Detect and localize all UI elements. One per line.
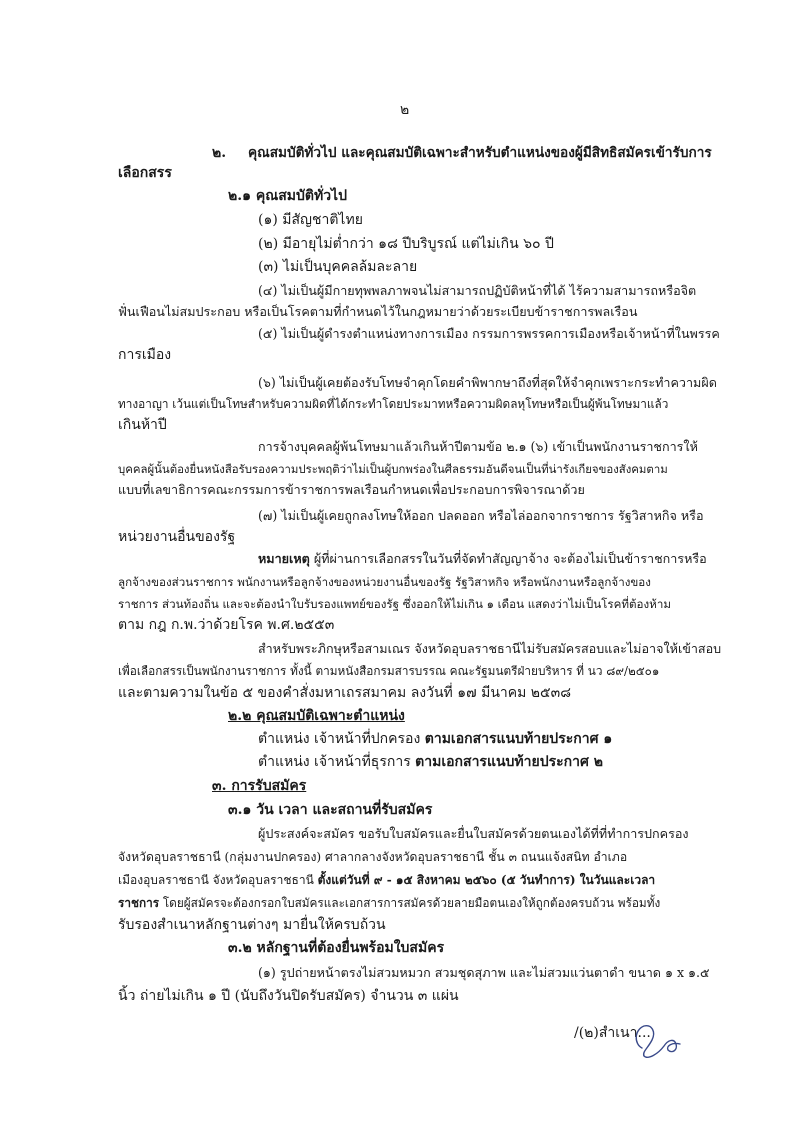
section-3-2-heading: ๓.๒ หลักฐานที่ต้องยื่นพร้อมใบสมัคร xyxy=(228,940,445,956)
apply-hours: ราชการ xyxy=(118,896,160,910)
apply-place: เมืองอุบลราชธานี จังหวัดอุบลราชธานี xyxy=(118,873,318,887)
section-3-1-heading: ๓.๑ วัน เวลา และสถานที่รับสมัคร xyxy=(228,802,433,818)
section-2-1-heading: ๒.๑ คุณสมบัติทั่วไป xyxy=(228,188,347,204)
general-item-4-line-1: (๔) ไม่เป็นผู้มีกายทุพพลภาพจนไม่สามารถปฏิบัติหน้าที่ได้ ไร้ความสามารถหรือจิต xyxy=(258,283,697,298)
apply-line-4 xyxy=(118,893,660,913)
note-line-3: ราชการ ส่วนท้องถิ่น และจะต้องนำใบรับรองแพทย์ของรัฐ ซึ่งออกให้ไม่เกิน ๑ เดือน แสดงว่าไม่เป็นโรคที่ต้องห้าม xyxy=(118,597,671,611)
note-line-2: ลูกจ้างของส่วนราชการ พนักงานหรือลูกจ้างของหน่วยงานอื่นของรัฐ รัฐวิสาหกิจ หรือพนักงานหรือลูกจ้างของ xyxy=(118,575,651,589)
position-1-ref: ตามเอกสารแนบท้ายประกาศ ๑ xyxy=(424,731,613,747)
apply-line-2: จังหวัดอุบลราชธานี (กลุ่มงานปกครอง) ศาลากลางจังหวัดอุบลราชธานี ชั้น ๓ ถนนแจ้งสนิท อำเภอ xyxy=(118,850,628,864)
general-item-5-line-2: การเมือง xyxy=(118,347,172,363)
apply-instructions: โดยผู้สมัครจะต้องกรอกใบสมัครและเอกสารการสมัครด้วยลายมือตนเองให้ถูกต้องครบถ้วน พร้อมทั้ง xyxy=(159,896,661,910)
apply-dates: ตั้งแต่วันที่ ๙ - ๑๕ สิงหาคม ๒๕๖๐ (๕ วันทำการ) ในวันและเวลา xyxy=(317,873,656,887)
apply-line-1: ผู้ประสงค์จะสมัคร ขอรับใบสมัครและยื่นใบสมัครด้วยตนเองได้ที่ที่ทำการปกครอง xyxy=(258,826,689,841)
general-item-7-line-2: หน่วยงานอื่นของรัฐ xyxy=(118,529,236,545)
general-para-1-line-2: บุคคลผู้นั้นต้องยื่นหนังสือรับรองความประพฤติว่าไม่เป็นผู้บกพร่องในศีลธรรมอันดีจนเป็นที่น่ารังเกียจของสังคมตาม xyxy=(118,462,668,476)
page-number: ๒ xyxy=(400,102,410,118)
apply-line-3 xyxy=(118,870,655,890)
monk-line-2: เพื่อเลือกสรรเป็นพนักงานราชการ ทั้งนี้ ตามหนังสือกรมสารบรรณ คณะรัฐมนตรีฝ่ายบริหาร ที่ นว ๘๙/๒๕๐๑ xyxy=(118,664,660,678)
section-2-heading: คุณสมบัติทั่วไป และคุณสมบัติเฉพาะสำหรับตำแหน่งของผู้มีสิทธิสมัครเข้ารับการ xyxy=(248,145,712,161)
position-row-2 xyxy=(258,752,603,772)
general-item-3: (๓) ไม่เป็นบุคคลล้มละลาย xyxy=(258,259,418,275)
docs-line-2: นิ้ว ถ่ายไม่เกิน ๑ ปี (นับถึงวันปิดรับสมัคร) จำนวน ๓ แผ่น xyxy=(118,988,459,1004)
apply-line-5: รับรองสำเนาหลักฐานต่างๆ มายื่นให้ครบถ้วน xyxy=(118,917,386,933)
general-para-1-line-1: การจ้างบุคคลผู้พ้นโทษมาแล้วเกินห้าปีตามข้อ ๒.๑ (๖) เข้าเป็นพนักงานราชการให้ xyxy=(258,439,698,454)
next-page-reference: /(๒)สำเนา... xyxy=(574,1025,651,1041)
note-label: หมายเหตุ xyxy=(258,551,310,566)
general-item-1: (๑) มีสัญชาติไทย xyxy=(258,212,363,228)
docs-line-1: (๑) รูปถ่ายหน้าตรงไม่สวมหมวก สวมชุดสุภาพ และไม่สวมแว่นตาดำ ขนาด ๑ x ๑.๕ xyxy=(258,965,710,980)
note-text: ผู้ที่ผ่านการเลือกสรรในวันที่จัดทำสัญญาจ้าง จะต้องไม่เป็นข้าราชการหรือ xyxy=(309,551,707,566)
monk-line-3: และตามความในข้อ ๕ ของคำสั่งมหาเถรสมาคม ลงวันที่ ๑๗ มีนาคม ๒๕๓๘ xyxy=(118,685,571,701)
note-line-4: ตาม กฎ ก.พ.ว่าด้วยโรค พ.ศ.๒๕๕๓ xyxy=(118,617,335,633)
general-item-7-line-1: (๗) ไม่เป็นผู้เคยถูกลงโทษให้ออก ปลดออก หรือไล่ออกจากราชการ รัฐวิสาหกิจ หรือ xyxy=(258,508,704,523)
section-2-heading-cont: เลือกสรร xyxy=(118,165,172,181)
position-1-name: ตำแหน่ง เจ้าหน้าที่ปกครอง xyxy=(258,731,425,747)
section-2-number: ๒. xyxy=(212,145,227,161)
position-2-name: ตำแหน่ง เจ้าหน้าที่ธุรการ xyxy=(258,754,416,770)
general-item-6-line-3: เกินห้าปี xyxy=(118,417,167,433)
section-3-heading: ๓. การรับสมัคร xyxy=(212,778,307,794)
position-2-ref: ตามเอกสารแนบท้ายประกาศ ๒ xyxy=(415,754,603,770)
general-item-6-line-2: ทางอาญา เว้นแต่เป็นโทษสำหรับความผิดที่ได้กระทำโดยประมาทหรือความผิดลหุโทษหรือเป็นผู้พ้นโทษมาแล้ว xyxy=(118,397,669,411)
general-item-4-line-2: ฟั่นเฟือนไม่สมประกอบ หรือเป็นโรคตามที่กำหนดไว้ในกฎหมายว่าด้วยระเบียบข้าราชการพลเรือน xyxy=(118,304,638,319)
position-row-1 xyxy=(258,729,612,749)
monk-line-1: สำหรับพระภิกษุหรือสามเณร จังหวัดอุบลราชธานีไม่รับสมัครสอบและไม่อาจให้เข้าสอบ xyxy=(258,641,722,656)
general-item-2: (๒) มีอายุไม่ต่ำกว่า ๑๘ ปีบริบูรณ์ แต่ไม่เกิน ๖๐ ปี xyxy=(258,236,554,252)
note-line-1 xyxy=(258,549,707,569)
general-item-5-line-1: (๕) ไม่เป็นผู้ดำรงตำแหน่งทางการเมือง กรรมการพรรคการเมืองหรือเจ้าหน้าที่ในพรรค xyxy=(258,326,720,341)
initials-signature xyxy=(628,1016,688,1066)
general-para-1-line-3: แบบที่เลขาธิการคณะกรรมการข้าราชการพลเรือนกำหนดเพื่อประกอบการพิจารณาด้วย xyxy=(118,482,585,497)
section-2-2-heading: ๒.๒ คุณสมบัติเฉพาะตำแหน่ง xyxy=(228,708,405,724)
general-item-6-line-1: (๖) ไม่เป็นผู้เคยต้องรับโทษจำคุกโดยคำพิพากษาถึงที่สุดให้จำคุกเพราะกระทำความผิด xyxy=(258,375,717,390)
